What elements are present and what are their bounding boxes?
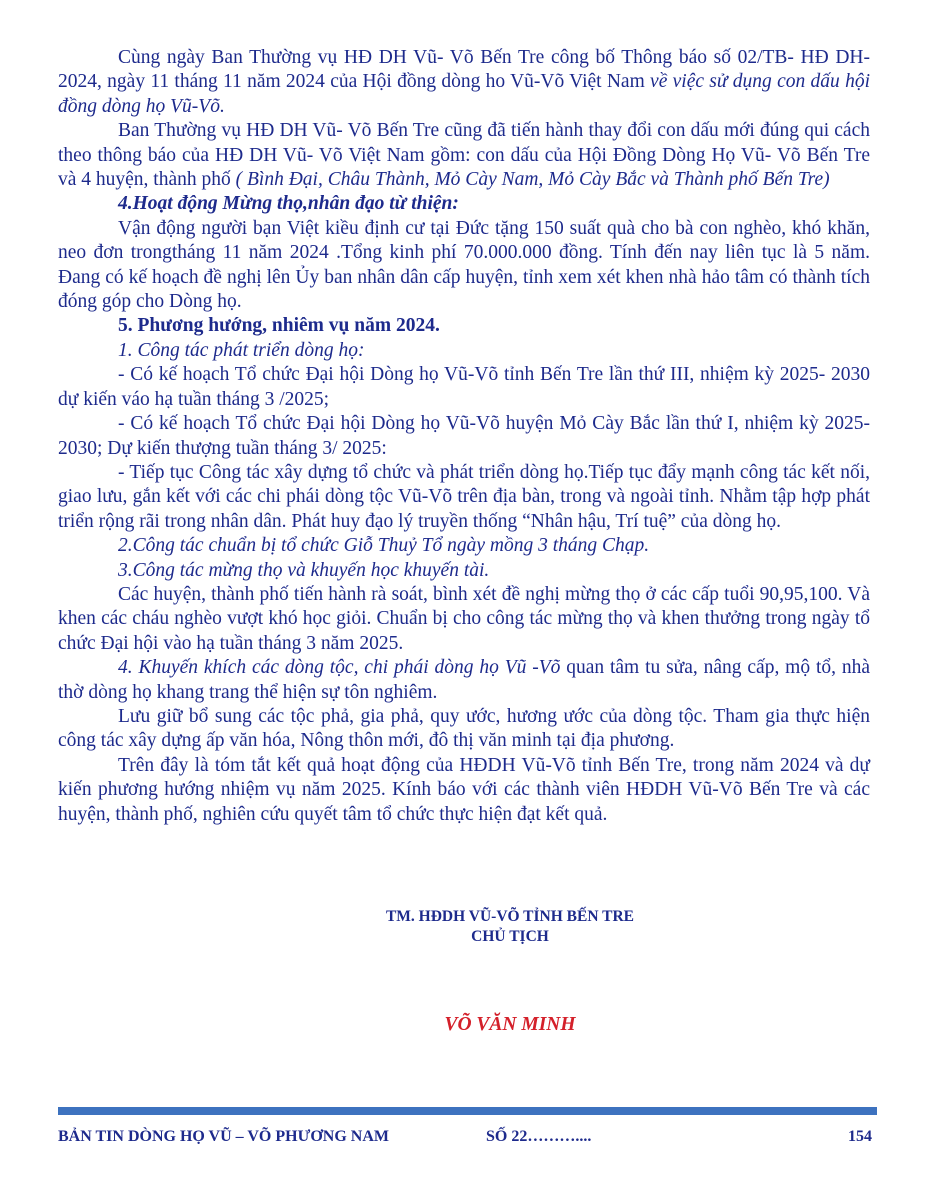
text-segment: Các huyện, thành phố tiến hành rà soát, bình xét đề nghị mừng thọ ở các cấp tuổi 90,95,100. Và khen các cháu nghèo vượt khó học giỏi. Chuẩn bị cho công tác mừng thọ và khen thưởng trong ngày tổ chức Đại hội vào hạ tuần tháng 3 năm 2025. [58, 583, 870, 654]
paragraph [58, 754, 870, 827]
text-segment: 5. Phương hướng, nhiêm vụ năm 2024. [118, 315, 440, 337]
paragraph [58, 119, 870, 192]
text-segment: Ban Thường vụ HĐ DH Vũ- Võ Bến Tre cũng đã tiến hành thay đổi con dấu mới đúng qui cách theo thông báo của HĐ DH Vũ- Võ Việt Nam gồm: con dấu của Hội Đồng Dòng Họ Vũ- Võ Bến Tre và 4 huyện, thành phố [58, 120, 870, 191]
signature-organization: TM. HĐDH VŨ-VÕ TỈNH BẾN TRE [385, 908, 635, 925]
text-segment: về việc sử dụng con dấu hội đồng dòng họ Vũ-Võ. [58, 71, 870, 117]
footer-page-number: 154 [848, 1128, 872, 1145]
paragraph [58, 46, 870, 119]
paragraph [58, 559, 870, 583]
text-segment: quan tâm tu sửa, nâng cấp, mộ tổ, nhà thờ dòng họ khang trang thể hiện sự tôn nghiêm. [58, 657, 871, 703]
text-segment: ( Bình Đại, Châu Thành, Mỏ Cày Nam, Mỏ Cày Bắc và Thành phố Bến Tre) [235, 169, 830, 191]
text-segment: Trên đây là tóm tắt kết quả hoạt động của HĐDH Vũ-Võ tỉnh Bến Tre, trong năm 2024 và dự kiến phương hướng nhiệm vụ năm 2025. Kính báo với các thành viên HĐDH Vũ-Võ Bến Tre và các huyện, thành phố, nghiên cứu quyết tâm tổ chức thực hiện đạt kết quả. [58, 754, 870, 825]
text-segment: Cùng ngày Ban Thường vụ HĐ DH Vũ- Võ Bến Tre công bố Thông báo số 02/TB- HĐ DH-2024, ngày 11 tháng 11 năm 2024 của Hội đồng dòng ho Vũ-Võ Việt Nam [58, 47, 870, 93]
footer-publication-title: BẢN TIN DÒNG HỌ VŨ – VÕ PHƯƠNG NAM [58, 1128, 389, 1145]
text-segment: Lưu giữ bổ sung các tộc phả, gia phả, quy ước, hương ước của dòng tộc. Tham gia thực hiện công tác xây dựng ấp văn hóa, Nông thôn mới, đô thị văn minh tại địa phương. [58, 705, 870, 752]
paragraph [58, 314, 870, 338]
text-segment: 3.Công tác mừng thọ và khuyến học khuyến tài. [118, 559, 490, 581]
text-segment: - Có kế hoạch Tổ chức Đại hội Dòng họ Vũ-Võ tỉnh Bến Tre lần thứ III, nhiệm kỳ 2025- 2030 dự kiến váo hạ tuần tháng 3 /2025; [58, 364, 870, 410]
paragraph [58, 339, 870, 363]
text-segment: Vận động người bạn Việt kiều định cư tại Đức tặng 150 suất quà cho bà con nghèo, khó khăn, neo đơn trongtháng 11 năm 2024 .Tổng kinh phí 70.000.000 đồng. Tính đến nay liên tục là 5 năm. Đang có kế hoạch đề nghị lên Ủy ban nhân dân cấp huyện, tỉnh xem xét khen nhà hảo tâm có thành tích đóng góp cho Dòng họ. [58, 217, 870, 313]
paragraph [58, 656, 870, 705]
paragraph [58, 217, 870, 315]
paragraph [58, 583, 870, 656]
text-segment: 2.Công tác chuẩn bị tổ chức Giỗ Thuỷ Tổ ngày mồng 3 tháng Chạp. [118, 535, 650, 557]
text-segment: 4.Hoạt động Mừng thọ,nhân đạo từ thiện: [118, 193, 459, 215]
text-segment: 4. Khuyến khích các dòng tộc, chi phái dòng họ Vũ -Võ [118, 657, 561, 679]
body-text [58, 46, 870, 827]
paragraph [58, 412, 870, 461]
signature-title: CHỦ TỊCH [471, 928, 549, 945]
footer-issue-number: SỐ 22……….... [486, 1128, 592, 1145]
paragraph [58, 534, 870, 558]
signature-name: VÕ VĂN MINH [444, 1014, 576, 1035]
text-segment: - Tiếp tục Công tác xây dựng tổ chức và phát triển dòng họ.Tiếp tục đẩy mạnh công tác kết nối, giao lưu, gắn kết với các chi phái dòng tộc Vũ-Võ trên địa bàn, trong và ngoài tỉnh. Nhằm tập hợp phát triển rộng rãi trong nhân dân. Phát huy đạo lý truyền thống “Nhân hậu, Trí tuệ” của dòng họ. [58, 461, 870, 532]
paragraph [58, 705, 870, 754]
paragraph [58, 461, 870, 534]
text-segment: - Có kế hoạch Tổ chức Đại hội Dòng họ Vũ-Võ huyện Mỏ Cày Bắc lần thứ I, nhiệm kỳ 2025- 2030; Dự kiến thượng tuần tháng 3/ 2025: [58, 413, 870, 459]
text-segment: 1. Công tác phát triển dòng họ: [118, 339, 365, 361]
paragraph [58, 192, 870, 216]
paragraph [58, 363, 870, 412]
footer-divider [58, 1107, 877, 1115]
